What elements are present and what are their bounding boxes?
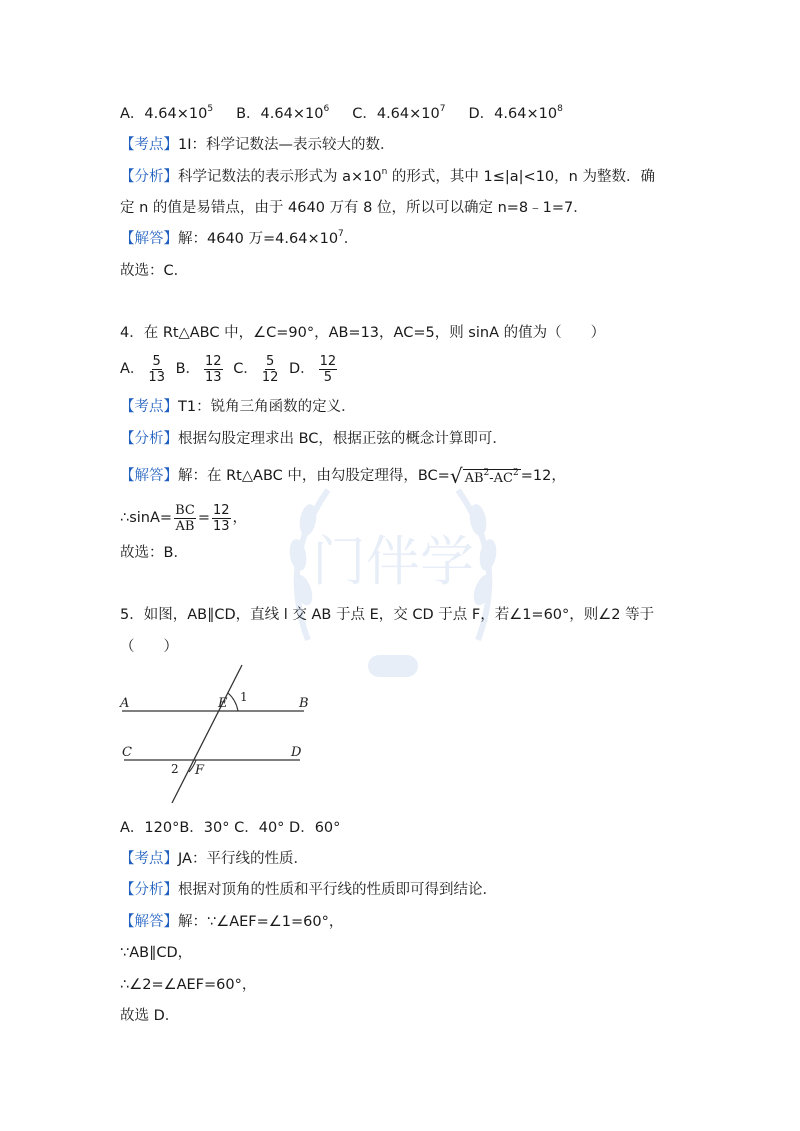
q4-jieda: 【解答】解：在 Rt△ABC 中，由勾股定理得，BC= √ $AB^2-AC^2$ =12， bbox=[120, 464, 566, 488]
q5-fenxi: 【分析】根据对顶角的性质和平行线的性质即可得到结论． bbox=[120, 882, 497, 898]
line-l bbox=[172, 665, 242, 803]
label-a: A bbox=[120, 696, 130, 711]
jieda-tag: 【解答】 bbox=[120, 468, 178, 484]
kaodian-tag: 【考点】 bbox=[120, 137, 178, 153]
q5-answer: 故选 D． bbox=[120, 1008, 180, 1024]
q5-step3: ∴∠2=∠AEF=60°， bbox=[120, 977, 257, 993]
q3-jieda: 【解答】解：4640 万$=4.64\times 10^7$． bbox=[120, 229, 359, 247]
label-e: E bbox=[218, 696, 228, 711]
jieda-tag: 【解答】 bbox=[120, 914, 178, 930]
fenxi-tag: 【分析】 bbox=[120, 431, 178, 447]
fenxi-tag: 【分析】 bbox=[120, 882, 178, 898]
q5-question-line1: 5．如图，AB∥CD，直线 l 交 AB 于点 E，交 CD 于点 F，若∠1=60°，则∠2 等于 bbox=[120, 607, 655, 623]
q4-therefore: ∴sinA= $\frac{BC}{AB}$ = $\frac{12}{13}$ ， bbox=[120, 502, 248, 534]
q5-question-line2: （ ） bbox=[120, 639, 178, 655]
q5-jieda: 【解答】解：∵∠AEF=∠1=60°， bbox=[120, 914, 344, 930]
q5-options: A．120°B．30° C．40° D．60° bbox=[120, 820, 341, 836]
q4-kaodian: 【考点】T1：锐角三角函数的定义． bbox=[120, 399, 356, 415]
q3-fenxi-line2: 定 n 的值是易错点，由于 4640 万有 8 位，所以可以确定 n=8﹣1=7． bbox=[120, 200, 588, 216]
angle-1-arc bbox=[228, 693, 238, 711]
jieda-tag: 【解答】 bbox=[120, 231, 178, 247]
kaodian-tag: 【考点】 bbox=[120, 851, 178, 867]
watermark-text: 门伴学 bbox=[312, 530, 474, 593]
q4-answer: 故选：B． bbox=[120, 545, 188, 561]
label-2: 2 bbox=[171, 762, 179, 776]
q3-kaodian: 【考点】1I：科学记数法—表示较大的数． bbox=[120, 137, 395, 153]
q4-question: 4．在 Rt△ABC 中，∠C=90°，AB=13，AC=5，则 sinA 的值为（ ） bbox=[120, 325, 606, 341]
q4-fenxi: 【分析】根据勾股定理求出 BC，根据正弦的概念计算即可． bbox=[120, 431, 507, 447]
label-b: B bbox=[299, 696, 309, 711]
label-1: 1 bbox=[240, 690, 248, 704]
kaodian-tag: 【考点】 bbox=[120, 399, 178, 415]
q5-kaodian: 【考点】JA：平行线的性质． bbox=[120, 851, 308, 867]
q3-answer: 故选：C． bbox=[120, 263, 189, 279]
label-f: F bbox=[195, 763, 205, 778]
sqrt-expression: √ $AB^2-AC^2$ bbox=[449, 464, 519, 488]
label-d: D bbox=[291, 745, 302, 760]
q3-fenxi: 【分析】科学记数法的表示形式为 $a\times 10^n$ 的形式，其中 1≤|a|<10，n 为整数．确 bbox=[120, 167, 655, 185]
q5-step2: ∵AB∥CD， bbox=[120, 945, 193, 961]
geometry-figure bbox=[118, 660, 318, 810]
fenxi-tag: 【分析】 bbox=[120, 169, 178, 185]
q3-options: A．$4.64\times 10^5$ B．$4.64\times 10^6$ C．$4.64\times 10^7$ D．$4.64\times 10^8$ bbox=[120, 104, 563, 122]
q4-options: A． $\frac{5}{13}$ B． $\frac{12}{13}$ C． $\frac{5}{12}$ D． $\frac{12}{5}$ bbox=[120, 353, 337, 385]
label-c: C bbox=[122, 745, 132, 760]
